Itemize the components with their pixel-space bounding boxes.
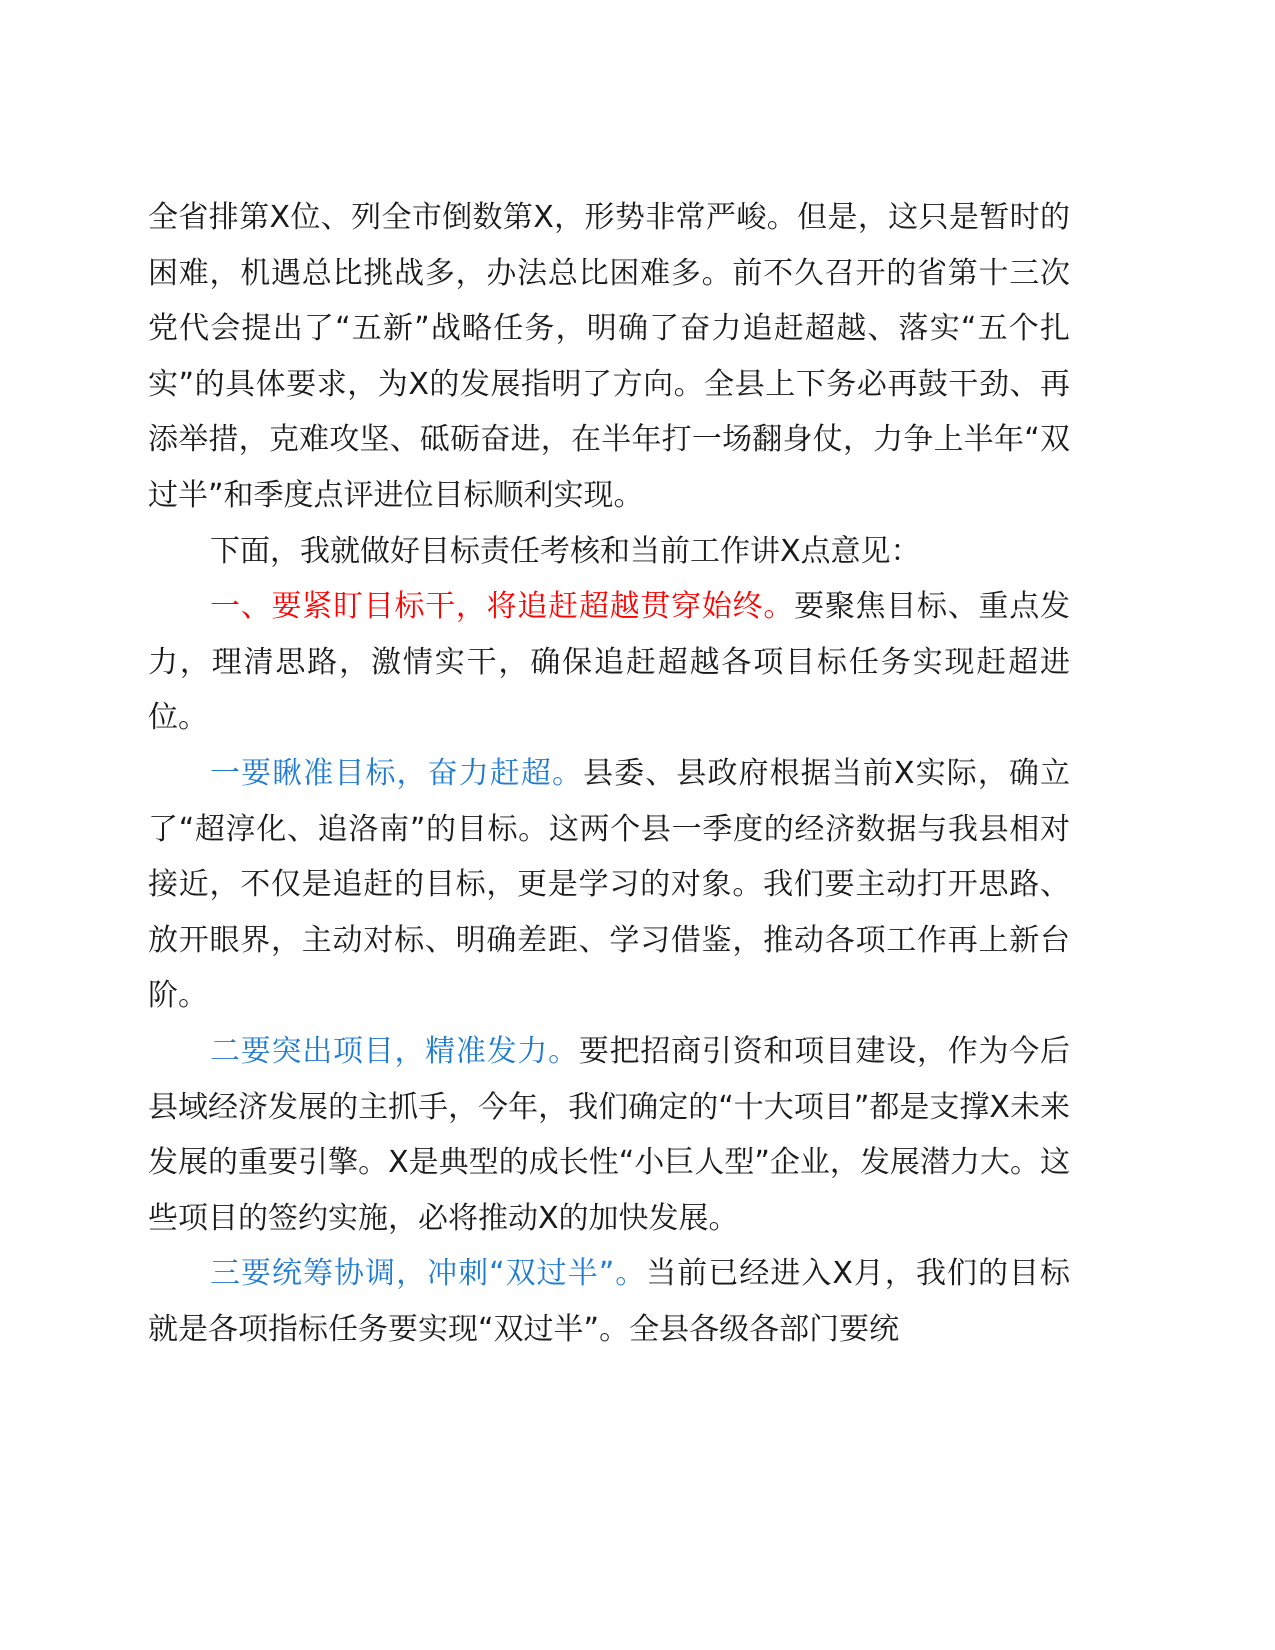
paragraph-situation: 全省排第X位、列全市倒数第X，形势非常严峻。但是，这只是暂时的困难，机遇总比挑战多，办法总比困难多。前不久召开的省第十三次党代会提出了“五新”战略任务，明确了奋力追赶超越、落实“五个扎实”的具体要求，为X的发展指明了方向。全县上下务必再鼓干劲、再添举措，克难攻坚、砥砺奋进，在半年打一场翻身仗，力争上半年“双过半”和季度点评进位目标顺利实现。 (148, 200, 1070, 513)
point-one-heading: 一要瞅准目标，奋力赶超。 (210, 755, 584, 791)
point-two-heading: 二要突出项目，精准发力。 (210, 1033, 579, 1069)
paragraph-intro: 下面，我就做好目标责任考核和当前工作讲X点意见： (210, 533, 921, 569)
point-one-text: 县委、县政府根据当前X实际，确立了“超淳化、追洛南”的目标。这两个县一季度的经济数据与我县相对接近，不仅是追赶的目标，更是学习的对象。我们要主动打开思路、放开眼界，主动对标、明确差距、学习借鉴，推动各项工作再上新台阶。 (148, 755, 1070, 1014)
point-two-text: 要把招商引资和项目建设，作为今后县域经济发展的主抓手，今年，我们确定的“十大项目”都是支撑X未来发展的重要引擎。X是典型的成长性“小巨人型”企业，发展潜力大。这些项目的签约实施，必将推动X的加快发展。 (148, 1033, 1071, 1236)
point-three-text: 当前已经进入X月，我们的目标就是各项指标任务要实现“双过半”。全县各级各部门要统 (148, 1256, 1070, 1347)
point-two-paragraph (148, 1024, 1070, 1246)
point-three-heading: 三要统筹协调，冲刺“双过半”。 (210, 1256, 647, 1292)
document-body (148, 190, 1070, 1357)
point-three-paragraph (148, 1246, 1070, 1357)
section-one-heading: 一、要紧盯目标干，将追赶超越贯穿始终。 (210, 589, 795, 625)
section-one-text: 要聚焦目标、重点发力，理清思路，激情实干，确保追赶超越各项目标任务实现赶超进位。 (148, 589, 1071, 736)
point-one-paragraph (148, 746, 1070, 1024)
section-one-paragraph (148, 579, 1070, 746)
